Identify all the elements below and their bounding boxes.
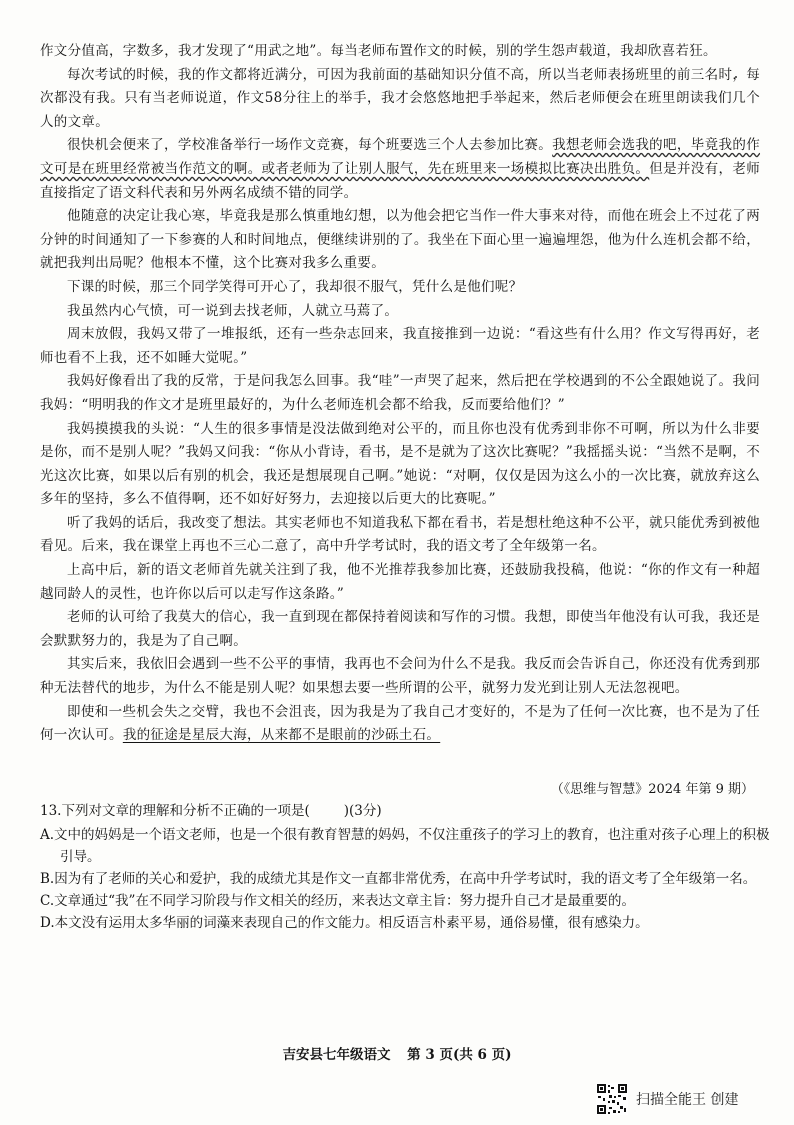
option-b[interactable]: B.因为有了老师的关心和爱护，我的成绩尤其是作文一直都非常优秀，在高中升学考试时，我的语文考了全年级第一名。 bbox=[40, 871, 757, 887]
underlined-text: 我的征途是星辰大海，从来都不是眼前的沙砾土石。 bbox=[122, 727, 441, 744]
question-stem-text: 13.下列对文章的理解和分析不正确的一项是( bbox=[40, 803, 310, 819]
passage-paragraph: 老师的认可给了我莫大的信心，我一直到现在都保持着阅读和写作的习惯。我想，即使当年他没有认可我，我还是会默默努力的，我是为了自己啊。 bbox=[40, 609, 760, 649]
passage-paragraph: 我妈摸摸我的头说：“人生的很多事情是没法做到绝对公平的，而且你也没有优秀到非你不可啊，所以为什么非要是你，而不是别人呢？”我妈又问我：“你从小背诗，看书，是不是就为了这次比赛呢？”我摇摇头说：“当然不是啊，不光这次比赛，如果以后有别的机会，我还是想展现自己啊。”她说：“对啊，仅仅是因为这么小的一次比赛，就放弃这么多年的坚持，多么不值得啊，还不如好好努力，去迎接以后更大的比赛呢。” bbox=[40, 420, 760, 508]
passage-paragraph: 周末放假，我妈又带了一堆报纸，还有一些杂志回来，我直接推到一边说：“看这些有什么用？作文写得再好，老师也看不上我，还不如睡大觉呢。” bbox=[40, 326, 760, 366]
passage-paragraph: 听了我妈的话后，我改变了想法。其实老师也不知道我私下都在看书，若是想杜绝这种不公平，就只能优秀到被他看见。后来，我在课堂上再也不三心二意了，高中升学考试时，我的语文考了全年级第一名。 bbox=[40, 514, 760, 555]
footer-title: 吉安县七年级语文 bbox=[282, 1047, 391, 1063]
question-13 bbox=[40, 800, 770, 934]
qr-code-icon bbox=[596, 1083, 628, 1115]
passage-text: 很快机会便来了，学校准备举行一场作文竞赛，每个班要选三个人去参加比赛。 bbox=[67, 137, 553, 154]
wavy-underlined-text: 我想老师会选我的吧，毕竟我的作文可是在班里经常被当作范文的啊。或者老师为了让别人服气，先在班里来一场模拟比赛决出胜负。 bbox=[40, 137, 761, 177]
page-footer bbox=[0, 1043, 794, 1063]
reading-passage bbox=[40, 40, 760, 748]
passage-paragraph: 下课的时候，那三个同学笑得可开心了，我却很不服气，凭什么是他们呢？ bbox=[67, 278, 523, 295]
option-a[interactable]: A.文中的妈妈是一个语文老师，也是一个很有教育智慧的妈妈，不仅注重孩子的学习上的教育，也注重对孩子心理上的积极引导。 bbox=[40, 827, 770, 865]
article-source: （《思维与智慧》2024 年第 9 期） bbox=[550, 782, 754, 797]
passage-text: 即使和一些机会失之交臂，我也不会沮丧，因为我是为了我自己才变好的，不是为了任何一次比赛，也不是为了任何一次认可。 bbox=[40, 703, 760, 744]
passage-paragraph: 他随意的决定让我心寒，毕竟我是那么慎重地幻想，以为他会把它当作一件大事来对待，而他在班会上不过花了两分钟的时间通知了一下参赛的人和时间地点，便继续讲别的了。我坐在下面心里一遍遍埋怨，他为什么连机会都不给，就把我判出局呢？他根本不懂，这个比赛对我多么重要。 bbox=[40, 208, 760, 272]
question-stem bbox=[40, 800, 770, 822]
scanner-watermark bbox=[596, 1082, 738, 1116]
passage-paragraph: 每次考试的时候，我的作文都将近满分，可因为我前面的基础知识分值不高，所以当老师表扬班里的前三名时，每次都没有我。只有当老师说道，作文58分往上的举手，我才会悠悠地把手举起来，然后老师便会在班里朗读我们几个人的文章。 bbox=[40, 66, 760, 130]
passage-paragraph bbox=[40, 701, 760, 748]
option-d[interactable]: D.本文没有运用太多华丽的词藻来表现自己的作文能力。相反语言朴素平易，通俗易懂，很有感染力。 bbox=[40, 915, 649, 931]
passage-paragraph bbox=[40, 134, 760, 205]
passage-paragraph: 其实后来，我依旧会遇到一些不公平的事情，我再也不会问为什么不是我。我反而会告诉自己，你还没有优秀到那种无法替代的地步，为什么不能是别人呢？如果想去要一些所谓的公平，就努力发光到让别人无法忽视吧。 bbox=[40, 656, 760, 697]
question-score: )(3分) bbox=[343, 803, 382, 819]
passage-paragraph: 上高中后，新的语文老师首先就关注到了我，他不光推荐我参加比赛，还鼓励我投稿，他说：“你的作文有一种超越同龄人的灵性，也许你以后可以走写作这条路。” bbox=[40, 562, 760, 602]
watermark-text: 扫描全能王 创建 bbox=[636, 1092, 739, 1108]
footer-page-number: 第 3 页(共 6 页) bbox=[407, 1047, 512, 1063]
passage-paragraph: 我虽然内心气愤，可一说到去找老师，人就立马蔫了。 bbox=[67, 302, 399, 319]
passage-paragraph: 我妈好像看出了我的反常，于是问我怎么回事。我“哇”一声哭了起来，然后把在学校遇到的不公全跟她说了。我问我妈：“明明我的作文才是班里最好的，为什么老师连机会都不给我，反而要给他们？” bbox=[40, 373, 760, 413]
passage-text: 但是并没有，老师直接指定了语文科代表和另外两名成绩不错的同学。 bbox=[40, 160, 760, 201]
option-c[interactable]: C.文章通过“我”在不同学习阶段与作文相关的经历，来表达文章主旨：努力提升自己才是最重要的。 bbox=[40, 893, 635, 909]
passage-paragraph: 作文分值高，字数多，我才发现了“用武之地”。每当老师布置作文的时候，别的学生怨声载道，我却欣喜若狂。 bbox=[40, 43, 717, 59]
